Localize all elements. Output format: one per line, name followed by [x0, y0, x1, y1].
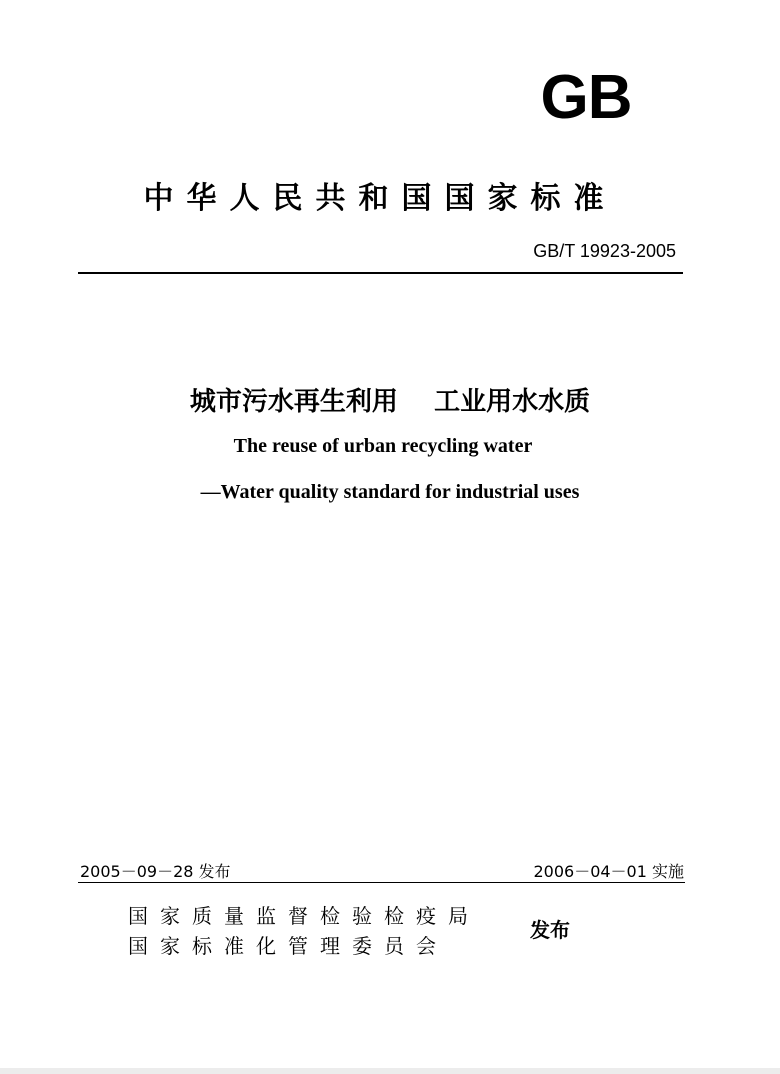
issuer-action: 发布	[530, 918, 570, 942]
title-english-line2: —Water quality standard for industrial uses	[200, 481, 580, 503]
page-bottom-edge	[0, 1068, 780, 1074]
issuer-line1: 国家质量监督检验检疫局	[128, 904, 480, 928]
standard-number: GB/T 19923-2005	[533, 241, 676, 261]
title-chinese: 城市污水再生利用 工业用水水质	[189, 387, 591, 417]
issuer-line2: 国家标准化管理委员会	[128, 934, 448, 958]
standard-category: 中华人民共和国国家标准	[143, 181, 617, 216]
header-divider	[78, 272, 683, 274]
implement-date: 2006－04－01 实施	[533, 862, 684, 881]
title-english-line1: The reuse of urban recycling water	[233, 435, 533, 457]
footer-divider	[78, 882, 685, 883]
gb-logo: GB	[540, 63, 632, 132]
publish-date: 2005－09－28 发布	[80, 862, 231, 881]
